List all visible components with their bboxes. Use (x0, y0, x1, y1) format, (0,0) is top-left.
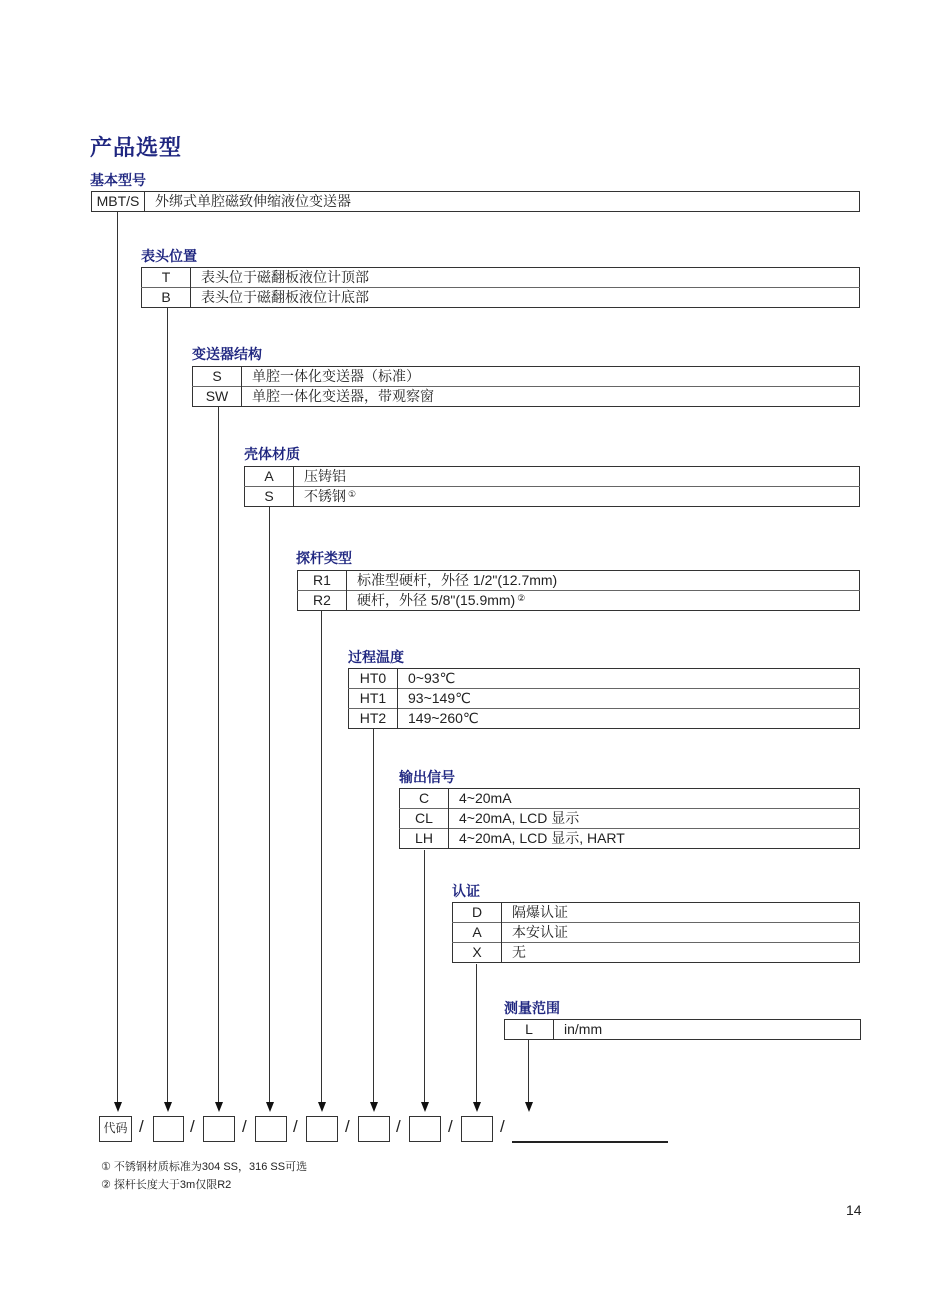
option-desc-text: 不锈钢 (304, 488, 346, 504)
option-desc: 4~20mA, LCD 显示, HART (449, 829, 860, 849)
option-table-output-signal (399, 788, 860, 849)
code-box-output-signal[interactable] (409, 1116, 441, 1142)
option-code: A (453, 923, 502, 943)
section-heading-certification: 认证 (452, 883, 480, 899)
code-box-certification[interactable] (461, 1116, 493, 1142)
section-heading-head-position: 表头位置 (141, 248, 197, 264)
table-row (193, 387, 860, 407)
table-row (298, 591, 860, 611)
code-box-process-temperature[interactable] (358, 1116, 390, 1142)
section-heading-basic-model: 基本型号 (90, 172, 146, 188)
option-code: HT2 (349, 709, 398, 729)
option-desc: 外绑式单腔磁致伸缩液位变送器 (155, 193, 351, 209)
option-desc: 单腔一体化变送器，带观察窗 (242, 387, 860, 407)
separator: / (448, 1117, 453, 1136)
option-code: HT0 (349, 669, 398, 689)
table-row (505, 1020, 861, 1040)
arrow-down-icon (318, 1102, 326, 1112)
option-code: D (453, 903, 502, 923)
table-row (349, 689, 860, 709)
table-row (453, 943, 860, 963)
option-code: B (142, 288, 191, 308)
footnote-marker: ② (517, 593, 526, 603)
footnote-1: ① 不锈钢材质标准为304 SS，316 SS可选 (101, 1161, 308, 1173)
connector-line (321, 611, 322, 1104)
option-desc (294, 487, 860, 507)
page-title: 产品选型 (90, 135, 183, 160)
measurement-range-blank[interactable] (512, 1141, 668, 1143)
code-box-transmitter-structure[interactable] (203, 1116, 235, 1142)
separator: / (500, 1117, 505, 1136)
table-row (245, 487, 860, 507)
arrow-down-icon (473, 1102, 481, 1112)
section-heading-measurement-range: 测量范围 (504, 1000, 560, 1016)
option-table-certification (452, 902, 860, 963)
option-code: C (400, 789, 449, 809)
option-table-head-position (141, 267, 860, 308)
section-heading-probe-type: 探杆类型 (296, 550, 352, 566)
page-number: 14 (846, 1202, 862, 1218)
connector-line (476, 964, 477, 1104)
option-code: LH (400, 829, 449, 849)
option-table-transmitter-structure (192, 366, 860, 407)
arrow-down-icon (114, 1102, 122, 1112)
arrow-down-icon (266, 1102, 274, 1112)
separator: / (345, 1117, 350, 1136)
table-row (142, 288, 860, 308)
option-table-housing-material (244, 466, 860, 507)
option-table-process-temperature (348, 668, 860, 729)
option-desc: 标准型硬杆，外径 1/2"(12.7mm) (357, 572, 558, 588)
option-desc: 4~20mA, LCD 显示 (449, 809, 860, 829)
arrow-down-icon (421, 1102, 429, 1112)
table-row (245, 467, 860, 487)
table-row (453, 903, 860, 923)
connector-line (528, 1040, 529, 1104)
code-box-label: 代码 (99, 1116, 132, 1142)
option-code: A (245, 467, 294, 487)
connector-line (218, 407, 219, 1104)
section-heading-transmitter-structure: 变送器结构 (192, 346, 262, 362)
table-row (400, 829, 860, 849)
arrow-down-icon (215, 1102, 223, 1112)
table-row (193, 367, 860, 387)
option-desc: 0~93℃ (408, 670, 456, 686)
option-code: HT1 (349, 689, 398, 709)
connector-line (117, 212, 118, 1104)
option-desc: 表头位于磁翻板液位计底部 (191, 288, 860, 308)
separator: / (293, 1117, 298, 1136)
option-code: X (453, 943, 502, 963)
table-row (453, 923, 860, 943)
option-code: MBT/S (92, 192, 145, 212)
option-code: T (142, 268, 191, 288)
option-desc: 4~20mA (459, 790, 512, 806)
option-table-measurement-range (504, 1019, 861, 1040)
section-heading-housing-material: 壳体材质 (244, 446, 300, 462)
option-desc: 单腔一体化变送器（标准） (252, 368, 420, 384)
option-table-probe-type (297, 570, 860, 611)
option-code: SW (193, 387, 242, 407)
option-desc-text: 硬杆，外径 5/8"(15.9mm) (357, 592, 516, 608)
code-box-housing-material[interactable] (255, 1116, 287, 1142)
separator: / (190, 1117, 195, 1136)
table-row (142, 268, 860, 288)
connector-line (167, 308, 168, 1104)
footnote-2: ② 探杆长度大于3m仅限R2 (101, 1179, 232, 1191)
separator: / (242, 1117, 247, 1136)
option-desc: in/mm (564, 1021, 603, 1037)
option-desc (347, 591, 860, 611)
footnote-marker: ① (348, 489, 357, 499)
table-row (400, 789, 860, 809)
option-code: R1 (298, 571, 347, 591)
table-row (400, 809, 860, 829)
table-row (92, 192, 860, 212)
connector-line (373, 729, 374, 1104)
option-desc: 本安认证 (502, 923, 860, 943)
table-row (298, 571, 860, 591)
section-heading-process-temperature: 过程温度 (348, 649, 404, 665)
separator: / (396, 1117, 401, 1136)
connector-line (424, 850, 425, 1104)
separator: / (139, 1117, 144, 1136)
option-table-basic-model (91, 191, 860, 212)
section-heading-output-signal: 输出信号 (399, 769, 455, 785)
arrow-down-icon (525, 1102, 533, 1112)
option-desc: 压铸铝 (304, 468, 346, 484)
option-desc: 隔爆认证 (512, 904, 568, 920)
code-box-probe-type[interactable] (306, 1116, 338, 1142)
option-code: S (245, 487, 294, 507)
connector-line (269, 507, 270, 1104)
option-code: R2 (298, 591, 347, 611)
option-desc: 无 (502, 943, 860, 963)
arrow-down-icon (370, 1102, 378, 1112)
table-row (349, 669, 860, 689)
table-row (349, 709, 860, 729)
option-desc: 149~260℃ (398, 709, 860, 729)
option-code: CL (400, 809, 449, 829)
option-code: S (193, 367, 242, 387)
option-code: L (505, 1020, 554, 1040)
arrow-down-icon (164, 1102, 172, 1112)
option-desc: 93~149℃ (398, 689, 860, 709)
option-desc: 表头位于磁翻板液位计顶部 (201, 269, 369, 285)
code-box-head-position[interactable] (153, 1116, 184, 1142)
